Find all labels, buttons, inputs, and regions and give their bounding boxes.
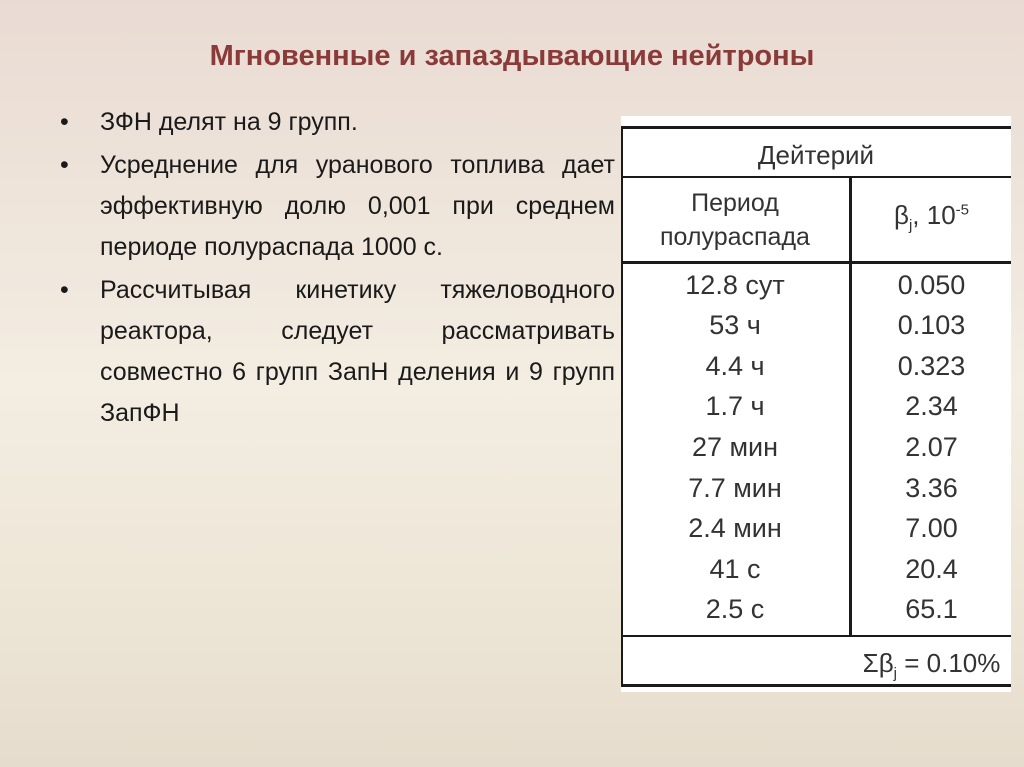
table-cell-beta: 20.4 xyxy=(905,554,958,584)
beta-sum xyxy=(852,648,1011,682)
table-footer-divider xyxy=(621,635,1011,637)
table-cell-beta: 0.323 xyxy=(897,351,966,381)
table-bottom-border xyxy=(621,684,1011,687)
bullet-dot-icon: • xyxy=(60,151,69,179)
table-header-divider xyxy=(621,261,1011,264)
bullet-item xyxy=(60,145,615,268)
table-cell-beta: 0.103 xyxy=(897,310,966,340)
column-header-beta xyxy=(852,200,1011,234)
sum-value: = 0.10% xyxy=(897,648,1001,678)
table-caption: Дейтерий xyxy=(757,140,875,170)
beta-subscript: j xyxy=(908,217,913,235)
bullet-dot-icon: • xyxy=(60,276,69,304)
table-cell-period: 2.5 с xyxy=(705,594,765,624)
table-caption-divider xyxy=(621,176,1011,178)
bullet-text: Усреднение для уранового топлива дает эффективную долю 0,001 при среднем периоде полураспада 1000 с. xyxy=(100,151,615,261)
sum-prefix: Σβ xyxy=(862,648,894,678)
table-cell-beta: 2.34 xyxy=(905,391,958,421)
bullet-item xyxy=(60,270,615,434)
table-cell-beta: 7.00 xyxy=(905,513,958,543)
table-cell-period: 4.4 ч xyxy=(705,351,765,381)
table-cell-period: 2.4 мин xyxy=(688,513,782,543)
bullet-item xyxy=(60,102,615,143)
table-cell-beta: 2.07 xyxy=(905,432,958,462)
beta-unit: , 10 xyxy=(912,200,956,230)
table-top-border xyxy=(621,126,1011,129)
beta-symbol: β xyxy=(893,200,909,230)
table-cell-beta: 65.1 xyxy=(905,594,958,624)
bullet-list xyxy=(60,102,615,436)
column-header-period: Период полураспада xyxy=(660,189,810,251)
table-cell-period: 27 мин xyxy=(691,432,779,462)
table-cell-beta: 3.36 xyxy=(905,473,958,503)
table-cell-period: 7.7 мин xyxy=(688,473,782,503)
bullet-text: Рассчитывая кинетику тяжеловодного реактора, следует рассматривать совместно 6 групп ЗапН деления и 9 групп ЗапФН xyxy=(100,276,615,427)
table-cell-period: 41 с xyxy=(709,554,761,584)
sum-subscript: j xyxy=(893,665,897,683)
table-cell-period: 1.7 ч xyxy=(705,391,765,421)
bullet-dot-icon: • xyxy=(60,108,69,136)
slide-title: Мгновенные и запаздывающие нейтроны xyxy=(209,40,815,72)
beta-exponent: -5 xyxy=(955,201,970,219)
bullet-text: ЗФН делят на 9 групп. xyxy=(100,108,358,136)
table-cell-period: 12.8 сут xyxy=(685,270,785,300)
deuterium-table xyxy=(621,116,1011,692)
table-cell-period: 53 ч xyxy=(709,310,761,340)
table-cell-beta: 0.050 xyxy=(897,270,966,300)
